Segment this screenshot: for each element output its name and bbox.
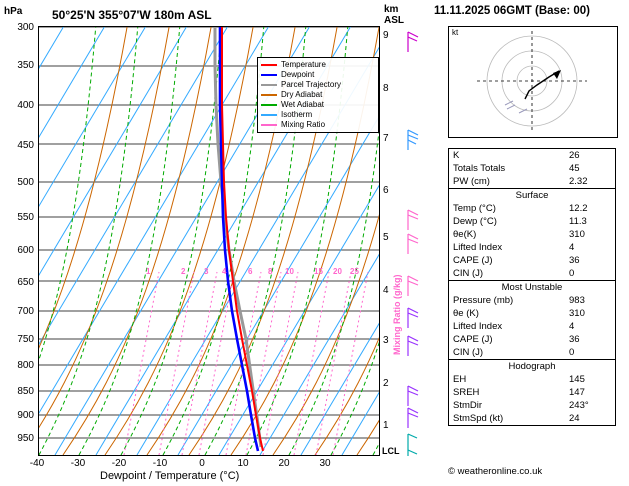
wind-barb — [408, 234, 418, 254]
ytick: 300 — [17, 22, 34, 33]
lcl-label: LCL — [382, 446, 400, 456]
ytick: 450 — [17, 140, 34, 151]
mixing-ratio-value: 20 — [333, 267, 342, 276]
ytick: 350 — [17, 60, 34, 71]
xtick: 30 — [319, 458, 331, 469]
index-value: 0 — [569, 268, 575, 279]
xtick: -20 — [111, 458, 127, 469]
index-key: PW (cm) — [453, 176, 490, 187]
height-axis-label: km ASL — [384, 4, 404, 26]
km-tick: 1 — [383, 420, 389, 431]
mixing-ratio-value: 8 — [268, 267, 273, 276]
table-row — [449, 307, 615, 320]
legend-swatch-dewpoint — [261, 74, 277, 76]
index-key: StmSpd (kt) — [453, 413, 504, 424]
chart-legend — [257, 57, 379, 133]
legend-label: Parcel Trajectory — [281, 80, 342, 89]
mixing-ratio-value: 25 — [350, 267, 359, 276]
table-row — [449, 373, 615, 386]
mixing-ratio-value: 15 — [314, 267, 323, 276]
ytick: 750 — [17, 334, 34, 345]
legend-label: Dry Adiabat — [281, 90, 323, 99]
wind-barb — [408, 408, 418, 428]
index-value: 24 — [569, 413, 580, 424]
xtick: 20 — [278, 458, 290, 469]
index-value: 983 — [569, 295, 585, 306]
xtick: -30 — [70, 458, 86, 469]
legend-swatch-wet-adiabat — [261, 104, 277, 106]
table-row — [449, 294, 615, 307]
table-row — [449, 320, 615, 333]
index-value: 36 — [569, 334, 580, 345]
hodograph-arrowhead — [553, 70, 561, 79]
index-key: K — [453, 150, 460, 161]
legend-item — [261, 80, 375, 90]
index-value: 45 — [569, 163, 580, 174]
table-row — [449, 241, 615, 254]
legend-item — [261, 60, 375, 70]
hodograph-section — [449, 359, 615, 425]
table-row — [449, 399, 615, 412]
table-row — [449, 346, 615, 359]
index-value: 36 — [569, 255, 580, 266]
indices-table — [448, 148, 616, 426]
index-key: Temp (°C) — [453, 203, 496, 214]
index-key: θe (K) — [453, 308, 479, 319]
legend-swatch-isotherm — [261, 114, 277, 116]
wind-barb — [408, 32, 418, 52]
index-value: 310 — [569, 308, 585, 319]
legend-label: Dewpoint — [281, 70, 315, 79]
table-row — [449, 228, 615, 241]
ytick: 400 — [17, 100, 34, 111]
mixing-ratio-value: 3 — [204, 267, 209, 276]
table-row — [449, 162, 615, 175]
wind-barb — [408, 450, 417, 456]
km-tick: 6 — [383, 185, 389, 196]
index-key: StmDir — [453, 400, 483, 411]
legend-swatch-temperature — [261, 64, 277, 66]
wind-barb — [408, 434, 417, 450]
station-title: 50°25'N 355°07'W 180m ASL — [52, 8, 212, 22]
hodograph-unit-label: kt — [452, 28, 459, 37]
index-value: 4 — [569, 242, 575, 253]
km-tick: 5 — [383, 232, 389, 243]
legend-item — [261, 120, 375, 130]
hodograph-trace — [525, 71, 559, 99]
credit-text: © weatheronline.co.uk — [448, 466, 543, 477]
section-title: Most Unstable — [501, 282, 563, 293]
wind-barb — [408, 386, 418, 406]
index-key: CAPE (J) — [453, 255, 493, 266]
ytick: 900 — [17, 410, 34, 421]
index-key: θe(K) — [453, 229, 477, 240]
legend-item — [261, 70, 375, 80]
hodograph-svg — [449, 27, 615, 135]
xtick: 0 — [199, 458, 205, 469]
xtick: -10 — [152, 458, 168, 469]
surface-section — [449, 188, 615, 280]
table-row — [449, 202, 615, 215]
most-unstable-section — [449, 280, 615, 359]
wind-barb-column — [396, 26, 430, 456]
index-value: 11.3 — [569, 216, 587, 227]
index-value: 147 — [569, 387, 585, 398]
index-value: 4 — [569, 321, 575, 332]
wind-barb — [408, 210, 418, 230]
ytick: 500 — [17, 177, 34, 188]
wind-barb — [408, 336, 418, 356]
index-key: SREH — [453, 387, 480, 398]
legend-label: Wet Adiabat — [281, 100, 324, 109]
km-tick: 8 — [383, 83, 389, 94]
table-row — [449, 175, 615, 188]
ytick: 850 — [17, 386, 34, 397]
index-key: Pressure (mb) — [453, 295, 514, 306]
table-row — [449, 149, 615, 162]
legend-item — [261, 100, 375, 110]
km-tick: 3 — [383, 335, 389, 346]
table-row — [449, 267, 615, 280]
wind-barb — [408, 308, 418, 328]
index-value: 243° — [569, 400, 589, 411]
info-panel — [434, 0, 629, 486]
mixing-ratio-value: 4 — [222, 267, 227, 276]
index-value: 26 — [569, 150, 580, 161]
ytick: 550 — [17, 212, 34, 223]
index-key: Lifted Index — [453, 321, 503, 332]
mixing-ratio-value: 6 — [248, 267, 253, 276]
legend-swatch-mixing-ratio — [261, 124, 277, 126]
legend-label: Temperature — [281, 60, 326, 69]
table-row — [449, 333, 615, 346]
ytick: 700 — [17, 306, 34, 317]
km-tick: 2 — [383, 378, 389, 389]
km-tick: 9 — [383, 30, 389, 41]
index-key: Lifted Index — [453, 242, 503, 253]
xtick: -40 — [29, 458, 45, 469]
index-key: Dewp (°C) — [453, 216, 497, 227]
mixing-ratio-value: 10 — [285, 267, 294, 276]
index-key: CAPE (J) — [453, 334, 493, 345]
legend-swatch-parcel — [261, 84, 277, 86]
index-value: 310 — [569, 229, 585, 240]
table-row — [449, 254, 615, 267]
index-key: EH — [453, 374, 467, 385]
mixing-ratio-value: 1 — [146, 267, 151, 276]
index-value: 145 — [569, 374, 585, 385]
wind-barb — [408, 130, 418, 150]
mixing-ratio-axis-label: Mixing Ratio (g/kg) — [392, 274, 402, 355]
valid-time-title: 11.11.2025 06GMT (Base: 00) — [434, 5, 590, 17]
section-title: Hodograph — [508, 361, 556, 372]
index-value: 2.32 — [569, 176, 588, 187]
index-value: 0 — [569, 347, 575, 358]
ytick: 650 — [17, 277, 34, 288]
index-key: CIN (J) — [453, 347, 484, 358]
table-row — [449, 386, 615, 399]
x-axis-title: Dewpoint / Temperature (°C) — [100, 470, 240, 482]
section-title: Surface — [515, 190, 549, 201]
index-value: 12.2 — [569, 203, 588, 214]
km-tick: 7 — [383, 133, 389, 144]
legend-item — [261, 110, 375, 120]
hodograph-markers — [505, 101, 527, 113]
table-row — [449, 412, 615, 425]
legend-swatch-dry-adiabat — [261, 94, 277, 96]
table-row — [449, 215, 615, 228]
ytick: 600 — [17, 245, 34, 256]
legend-label: Mixing Ratio — [281, 120, 326, 129]
mixing-ratio-value: 2 — [181, 267, 186, 276]
index-key: Totals Totals — [453, 163, 506, 174]
xtick: 10 — [237, 458, 249, 469]
pressure-axis-label: hPa — [4, 6, 23, 17]
hodograph-panel — [448, 26, 618, 138]
wind-barb — [408, 276, 418, 296]
legend-item — [261, 90, 375, 100]
ytick: 950 — [17, 433, 34, 444]
legend-label: Isotherm — [281, 110, 313, 119]
ytick: 800 — [17, 360, 34, 371]
index-key: CIN (J) — [453, 268, 484, 279]
km-tick: 4 — [383, 285, 389, 296]
skewt-plot-area — [38, 26, 380, 456]
